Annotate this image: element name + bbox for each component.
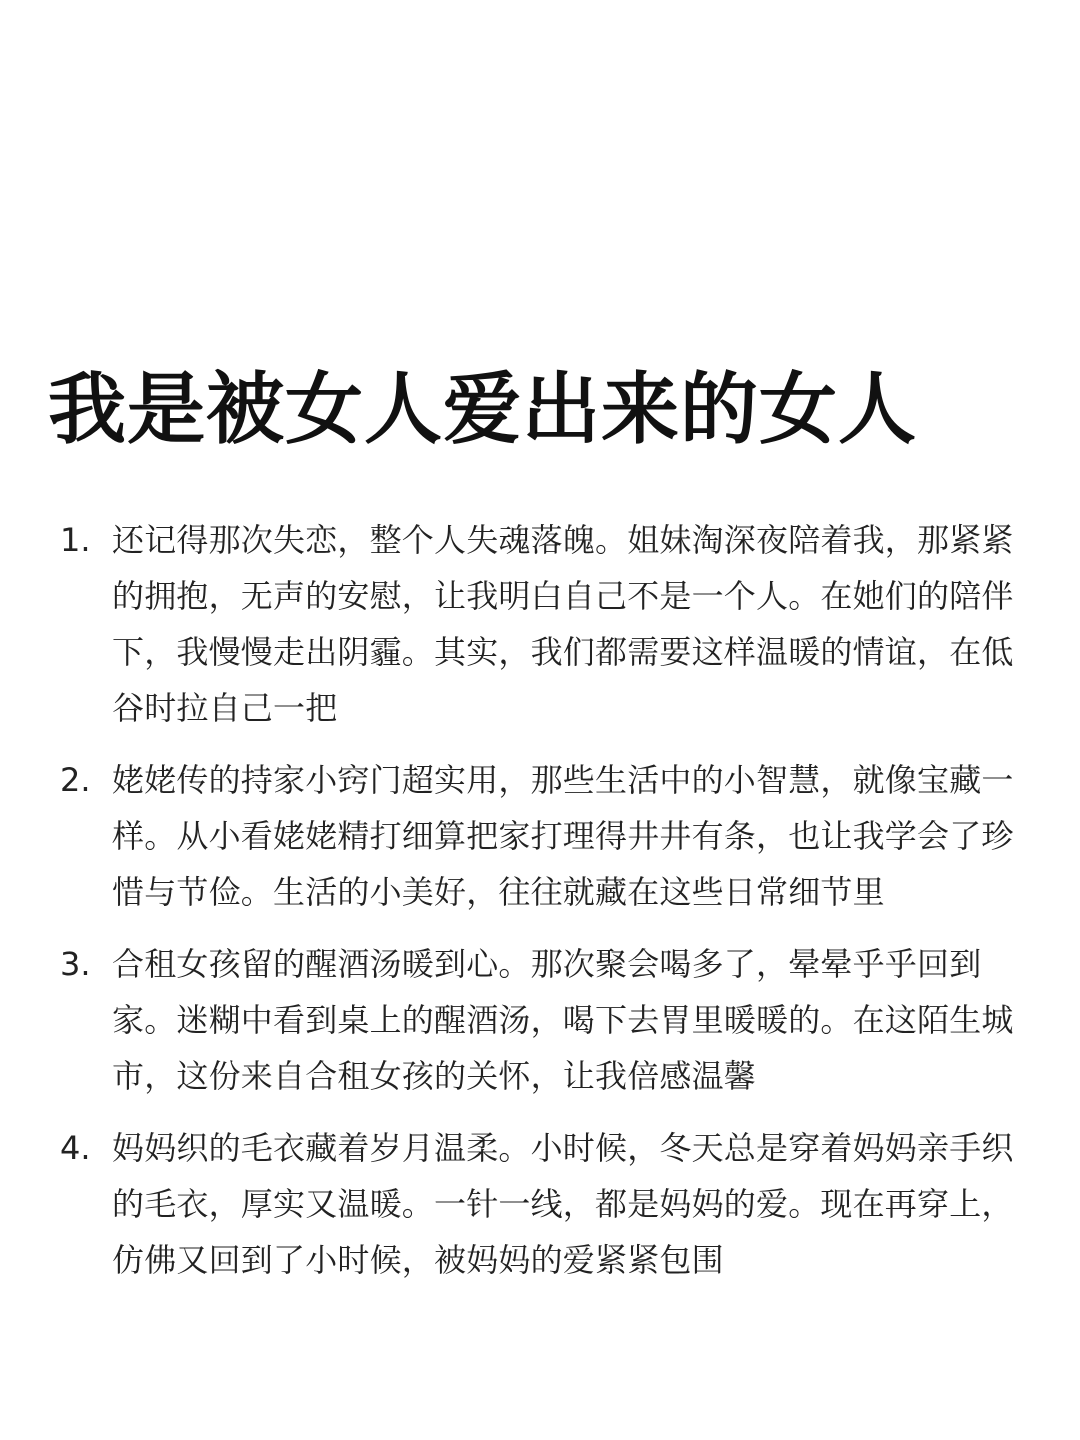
list-item-number: 1.	[60, 521, 91, 559]
list-item	[60, 512, 1020, 736]
list-item	[60, 1120, 1020, 1288]
list-item	[60, 752, 1020, 920]
list-item-number: 2.	[60, 761, 91, 799]
page-title: 我是被女人爱出来的女人	[48, 365, 918, 455]
list-item-text: 妈妈织的毛衣藏着岁月温柔。小时候，冬天总是穿着妈妈亲手织的毛衣，厚实又温暖。一针一线，都是妈妈的爱。现在再穿上，仿佛又回到了小时候，被妈妈的爱紧紧包围	[112, 1129, 1014, 1279]
list-item	[60, 936, 1020, 1104]
list-item-text: 姥姥传的持家小窍门超实用，那些生活中的小智慧，就像宝藏一样。从小看姥姥精打细算把家打理得井井有条，也让我学会了珍惜与节俭。生活的小美好，往往就藏在这些日常细节里	[112, 761, 1014, 911]
numbered-list	[60, 512, 1020, 1304]
list-item-text: 合租女孩留的醒酒汤暖到心。那次聚会喝多了，晕晕乎乎回到家。迷糊中看到桌上的醒酒汤，喝下去胃里暖暖的。在这陌生城市，这份来自合租女孩的关怀，让我倍感温馨	[112, 945, 1014, 1095]
list-item-number: 4.	[60, 1129, 91, 1167]
list-item-number: 3.	[60, 945, 91, 983]
list-item-text: 还记得那次失恋，整个人失魂落魄。姐妹淘深夜陪着我，那紧紧的拥抱，无声的安慰，让我明白自己不是一个人。在她们的陪伴下，我慢慢走出阴霾。其实，我们都需要这样温暖的情谊，在低谷时拉自己一把	[112, 521, 1014, 727]
